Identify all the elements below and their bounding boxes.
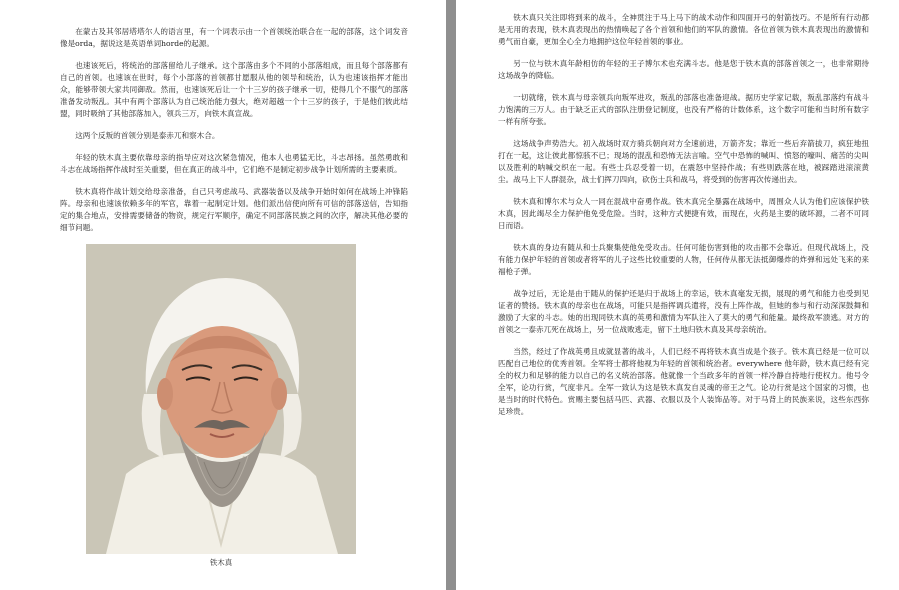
- portrait-figure: [86, 244, 356, 568]
- right-paragraph-3: 一切就绪，铁木真与母亲领兵向叛军进攻，叛乱的部落也准备迎战。据历史学家记载，叛乱部落约有战斗力饱满的三万人。由于缺乏正式的部队注册登记制度，也没有严格的计数体系，这个数字可能和当时所有数字一样有所夸张。: [498, 93, 869, 126]
- left-paragraph-1: 在蒙古及其邻居塔塔尔人的语言里，有一个词表示由一个首领统治联合在一起的部落，这个词发音像是orda，据说这是英语单词horde的起源。: [60, 27, 408, 48]
- left-paragraph-2: 也速该死后，将统治的部落留给儿子继承。这个部落由多个不同的小部落组成，而且每个部落都有自己的首领。也速该在世时，每个小部落的首领都甘愿服从他的领导和统治，认为也速该指挥才能出众，能够带领大家共同御敌。然而，也速该死后让一个十三岁的孩子继承一切，使得几个不服气的部落准备发动叛乱。其中有两个部落认为自己统治能力强大，绝对超越一个十三岁的孩子，于是他们彼此结盟，同时吸纳了其他部落加入，领兵三万，向铁木真宣战。: [60, 61, 408, 118]
- left-paragraph-4: 年轻的铁木真主要依靠母亲的指导应对这次紧急情况，他本人也勇猛无比，斗志昂扬。虽然勇敢和斗志在战场指挥作战时至关重要，但在真正的战斗中，它们绝不是制定初步战争计划所需的主要素质。: [60, 153, 408, 174]
- right-paragraph-1: 铁木真只关注即将到来的战斗，全神贯注于马上马下的战术动作和四面开弓的射箭技巧。不是所有行动都是无用的表现，铁木真表现出的热情唤起了各个首领和他们的军队的激情。各位首领为铁木真表现出的激情和勇气而自豪，更加全心全力地拥护这位年轻首领的事业。: [498, 13, 869, 46]
- portrait-image: [86, 244, 356, 554]
- right-paragraph-8: 当然，经过了作战英勇且成就显著的战斗，人们已经不再将铁木真当成是个孩子。铁木真已经是一位可以匹配自己地位的优秀首领。全军将士都将他视为年轻的首领和统治者。everywhere 他年龄，铁木真已经有完全的权力和足够的能力以自己的名义统治部落。他就像一个当政多年的首领一样冷静自持地行使权力。他号令全军，论功行赏，气度非凡。全军一致认为这是铁木真发自灵魂的帝王之气。论功行赏是这个国家的习惯，也是当时的时代特色。赏赐主要包括马匹、武器、衣服以及个人装饰品等。对于马背上的民族来说，这些东西弥足珍贵。: [498, 347, 869, 416]
- page-gutter: [446, 0, 456, 590]
- left-paragraph-5: 铁木真将作战计划交给母亲准备，自己只考虑战马、武器装备以及战争开始时如何在战场上冲锋陷阵。母亲和也速该依赖多年的军官，靠着一起制定计划。他们派出信使向所有可信的部落送信，告知指定的集合地点，安排需要储备的物资，规定行军顺序，确定不同部落民族之间的次序，解决其他必要的细节问题。: [60, 187, 408, 232]
- right-paragraph-4: 这场战争声势浩大。初入战场时双方骑兵朝向对方全速前进，万箭齐发；靠近一些后弃箭拔刀，疯狂地扭打在一起，这让彼此都惊骇不已；现场的混乱和恐怖无法言喻。空气中恐怖的喊叫、愤怒的嚎叫、痛苦的尖叫以及胜利的呐喊交织在一起。有些士兵忍受着一切，在震怒中坚持作战；有些则跌落在地，被踩踏进滚滚黄尘。战马上下人群混杂，战士们挥刀四向，砍伤士兵和战马，将受到的伤害再次传递出去。: [498, 139, 869, 184]
- right-paragraph-5: 铁木真和博尔术与众人一同在混战中奋勇作战。铁木真完全暴露在战场中，周围众人认为他们应该保护铁木真，因此竭尽全力保护他免受危险。当时，这种方式便捷有效，而现在，火药是主要的破坏源，二者不可同日而语。: [498, 197, 869, 230]
- left-page: [0, 0, 446, 590]
- right-paragraph-6: 铁木真的身边有随从和士兵聚集使他免受攻击。任何可能伤害到他的攻击都不会靠近。但现代战场上，没有能力保护年轻的首领或者将军的儿子这些比较重要的人物，任何侍从都无法抵御爆炸的炸弹和远处飞来的来福枪子弹。: [498, 243, 869, 276]
- right-paragraph-2: 另一位与铁木真年龄相仿的年轻的王子博尔术也充满斗志。他是您于铁木真的部落首领之一，也非常期待这场战争的降临。: [498, 59, 869, 80]
- right-paragraph-7: 战争过后，无论是由于随从的保护还是归于战场上的幸运，铁木真毫发无损，展现的勇气和能力也受到见证者的赞扬。铁木真的母亲也在战场，可能只是指挥调兵遣将，没有上阵作战，但她的参与和行动深深鼓舞和激励了大家的斗志。她的出现同铁木真的英勇和激情为军队注入了莫大的勇气和能量。最终敌军溃逃。对方的首领之一泰赤兀死在战场上，另一位战败逃走，留下土地归铁木真及其母亲统治。: [498, 289, 869, 334]
- right-page: [456, 0, 899, 590]
- portrait-caption: 铁木真: [209, 558, 233, 567]
- left-paragraph-3: 这两个反叛的首领分别是泰赤兀和察木合。: [75, 131, 220, 140]
